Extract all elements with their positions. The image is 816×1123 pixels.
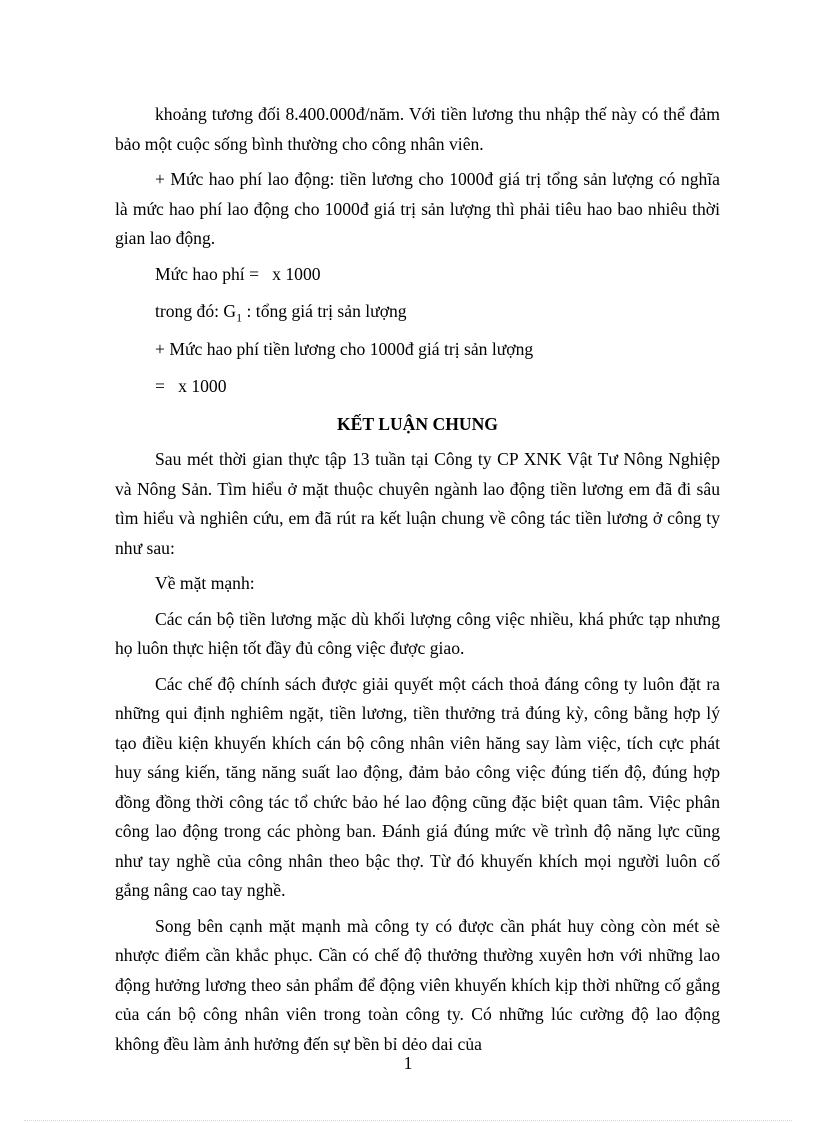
paragraph-weaknesses: Song bên cạnh mặt mạnh mà công ty có được cần phát huy còng còn mét sè nhược điểm cần khắc phục. Cần có chế độ thưởng thường xuyên hơn với những lao động hưởng lương theo sản phẩm để động viên khuyến khích kịp thời những cố gắng của cán bộ công nhân viên trong toàn công ty. Có những lúc cường độ lao động không đều làm ảnh hưởng đến sự bền bỉ dẻo dai của [115,915,720,1054]
formula-labor-cost: Mức hao phí = x 1000 [155,263,321,284]
paragraph-labor-cost-rate: + Mức hao phí lao động: tiền lương cho 1000đ giá trị tổng sản lượng có nghĩa là mức hao phí lao động cho 1000đ giá trị sản lượng thì phải tiêu hao bao nhiêu thời gian lao động. [115,169,720,248]
paragraph-income: khoảng tương đối 8.400.000đ/năm. Với tiền lương thu nhập thế này có thể đảm bảo một cuộc sống bình thường cho công nhân viên. [115,104,720,154]
page-body [115,100,720,1065]
paragraph-internship-summary: Sau mét thời gian thực tập 13 tuần tại Công ty CP XNK Vật Tư Nông Nghiệp và Nông Sản. Tìm hiểu ở mặt thuộc chuyên ngành lao động tiền lương em đã đi sâu tìm hiểu và nghiên cứu, em đã rút ra kết luận chung về công tác tiền lương ở công ty như sau: [115,449,720,558]
section-heading: KẾT LUẬN CHUNG [337,413,498,434]
definition-subscript: 1 [236,310,243,325]
paragraph-staff-performance: Các cán bộ tiền lương mặc dù khối lượng công việc nhiều, khá phức tạp nhưng họ luôn thực hiện tốt đầy đủ công việc được giao. [115,608,720,658]
paragraph-strengths-label: Về mặt mạnh: [155,573,255,593]
page-number: 1 [403,1053,413,1073]
definition-prefix: trong đó: G [155,301,237,321]
page-divider [24,1120,792,1121]
definition-suffix: : tổng giá trị sản lượng [242,301,407,321]
formula-wage-rate: = x 1000 [155,376,227,396]
paragraph-policies: Các chế độ chính sách được giải quyết một cách thoả đáng công ty luôn đặt ra những qui định nghiêm ngặt, tiền lương, tiền thưởng trả đúng kỳ, công bằng hợp lý tạo điều kiện khuyến khích cán bộ công nhân viên hăng say làm việc, tích cực phát huy sáng kiến, tăng năng suất lao động, đảm bảo công việc đúng tiến độ, đúng hợp đồng đồng thời công tác tổ chức bảo hé lao động cũng đặc biệt quan tâm. Việc phân công lao động trong các phòng ban. Đánh giá đúng mức về trình độ năng lực cũng như tay nghề của công nhân theo bậc thợ. Từ đó khuyến khích mọi người luôn cố gắng nâng cao tay nghề. [115,673,720,900]
formula-definition [115,297,720,327]
wage-rate-line: + Mức hao phí tiền lương cho 1000đ giá trị sản lượng [155,338,534,359]
